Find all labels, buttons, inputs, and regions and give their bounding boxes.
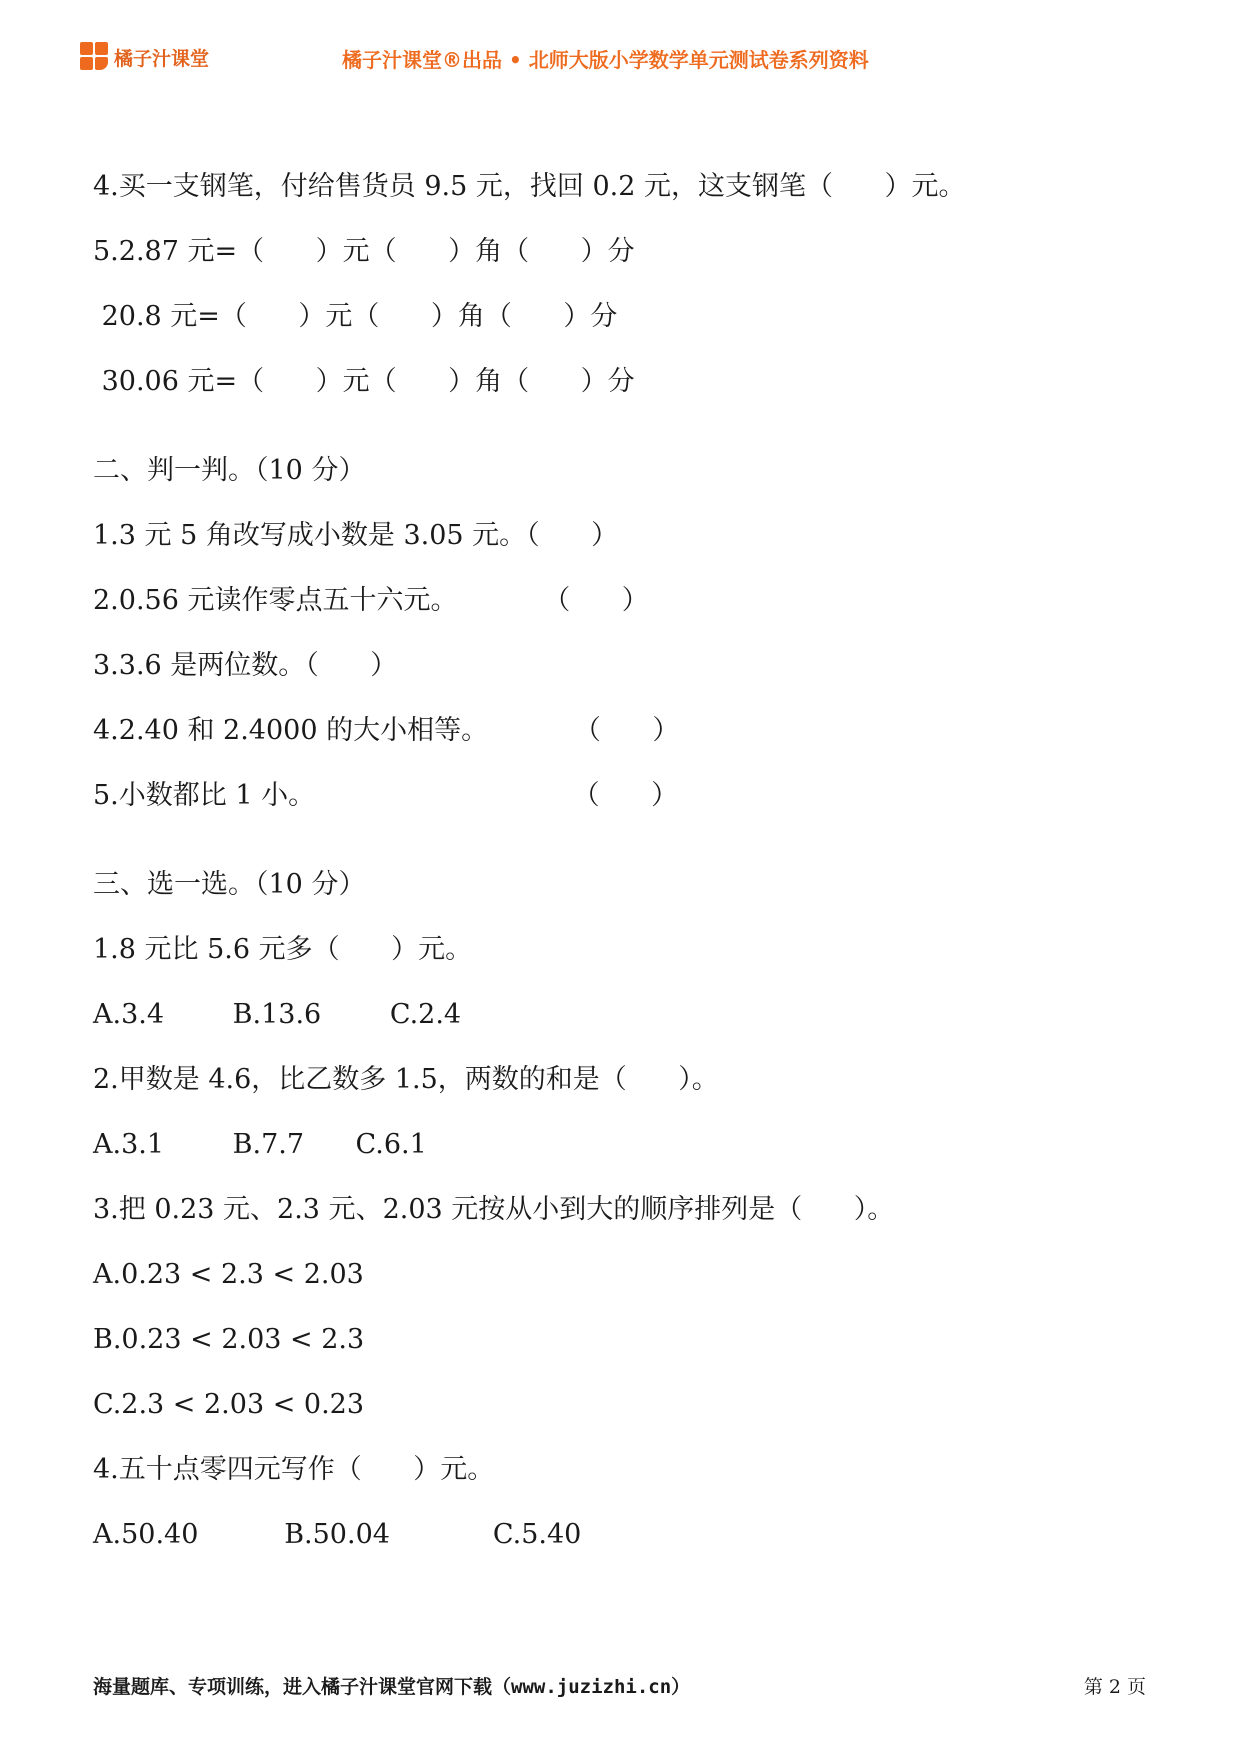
choice-4-options: A.50.40 B.50.04 C.5.40 bbox=[93, 1519, 582, 1550]
choice-3: 3.把 0.23 元、2.3 元、2.03 元按从小到大的顺序排列是（ ）。 bbox=[93, 1194, 895, 1225]
judge-3: 3.3.6 是两位数。（ ） bbox=[93, 650, 398, 681]
section-3-heading: 三、选一选。（10 分） bbox=[93, 869, 366, 900]
judge-5: 5.小数都比 1 小。 （ ） bbox=[93, 780, 679, 811]
choice-2: 2.甲数是 4.6，比乙数多 1.5，两数的和是（ ）。 bbox=[93, 1064, 719, 1095]
brand-logo bbox=[80, 42, 209, 72]
orange-blocks-icon bbox=[80, 42, 110, 72]
judge-2: 2.0.56 元读作零点五十六元。 （ ） bbox=[93, 585, 649, 616]
section-2-heading: 二、判一判。（10 分） bbox=[93, 455, 366, 486]
choice-4: 4.五十点零四元写作（ ）元。 bbox=[93, 1454, 495, 1485]
choice-3-option-c: C.2.3 < 2.03 < 0.23 bbox=[93, 1389, 365, 1420]
choice-2-options: A.3.1 B.7.7 C.6.1 bbox=[93, 1129, 427, 1160]
judge-4: 4.2.40 和 2.4000 的大小相等。 （ ） bbox=[93, 715, 680, 746]
choice-1: 1.8 元比 5.6 元多（ ）元。 bbox=[93, 934, 473, 965]
page-header bbox=[0, 38, 1240, 78]
choice-3-option-a: A.0.23 < 2.3 < 2.03 bbox=[93, 1259, 364, 1290]
header-title: 橘子汁课堂®出品 • 北师大版小学数学单元测试卷系列资料 bbox=[342, 48, 869, 72]
footer-promo: 海量题库、专项训练，进入橘子汁课堂官网下载（www.juzizhi.cn） bbox=[93, 1676, 691, 1698]
question-5-part-3: 30.06 元=（ ）元（ ）角（ ）分 bbox=[93, 366, 635, 397]
brand-name: 橘子汁课堂 bbox=[114, 47, 210, 70]
judge-1: 1.3 元 5 角改写成小数是 3.05 元。（ ） bbox=[93, 520, 619, 551]
question-4: 4.买一支钢笔，付给售货员 9.5 元，找回 0.2 元，这支钢笔（ ）元。 bbox=[93, 171, 966, 202]
choice-1-options: A.3.4 B.13.6 C.2.4 bbox=[93, 999, 462, 1030]
choice-3-option-b: B.0.23 < 2.03 < 2.3 bbox=[93, 1324, 365, 1355]
page-number: 第 2 页 bbox=[1083, 1676, 1146, 1698]
worksheet-body bbox=[93, 170, 1153, 1583]
question-5: 5.2.87 元=（ ）元（ ）角（ ）分 bbox=[93, 236, 635, 267]
question-5-part-2: 20.8 元=（ ）元（ ）角（ ）分 bbox=[93, 301, 618, 332]
